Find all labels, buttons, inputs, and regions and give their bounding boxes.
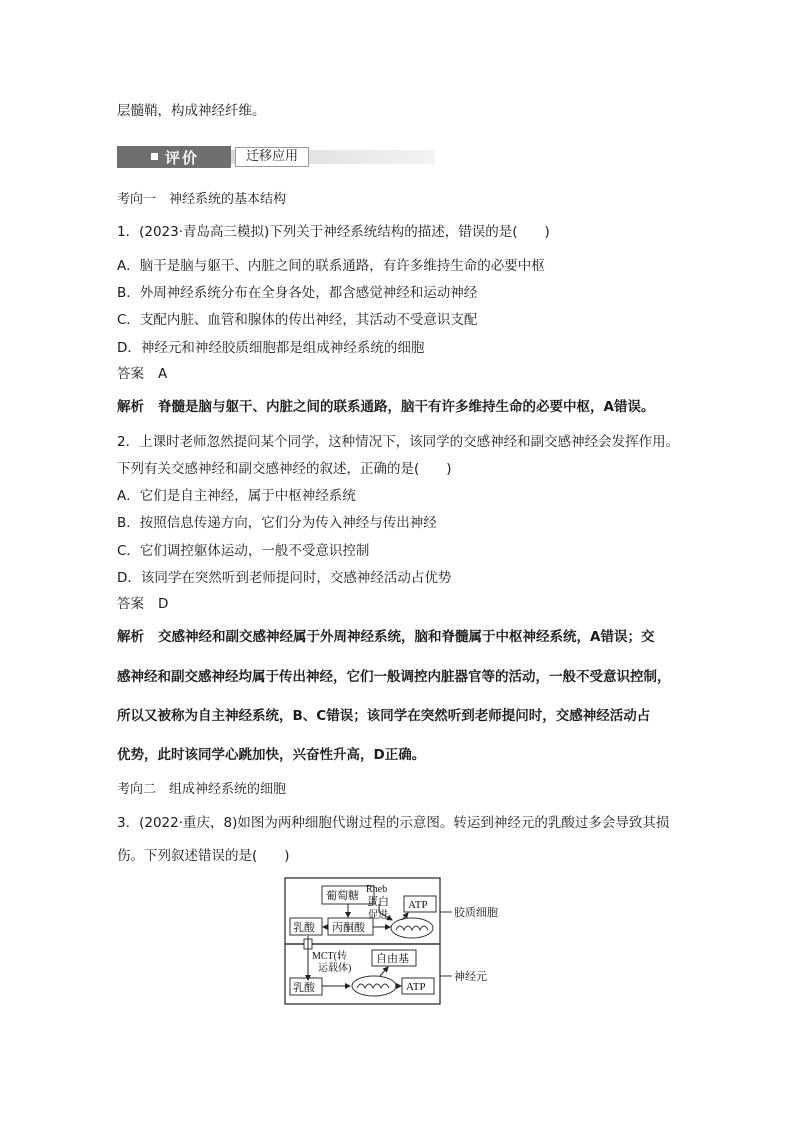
- question-1-option-d: D．神经元和神经胶质细胞都是组成神经系统的细胞: [117, 340, 425, 356]
- analysis-label: 解析: [117, 399, 144, 415]
- square-bullet-icon: [151, 153, 158, 160]
- question-1-option-a: A．脑干是脑与躯干、内脏之间的联系通路，有许多维持生命的必要中枢: [117, 258, 545, 274]
- question-2-stem-line-2: 下列有关交感神经和副交感神经的叙述，正确的是( ): [117, 461, 452, 477]
- section-title: 评价: [165, 149, 200, 167]
- glia-label: 胶质细胞: [454, 907, 498, 919]
- top-line: 层髓鞘，构成神经纤维。: [117, 103, 266, 119]
- question-2-option-c: C．它们调控躯体运动，一般不受意识控制: [117, 543, 370, 559]
- rheb-text-1: Rheb: [366, 884, 388, 895]
- question-1-answer: [117, 364, 167, 384]
- atp-bottom-text: ATP: [406, 981, 426, 993]
- answer-label: 答案: [117, 596, 144, 612]
- question-2-analysis-line-1: [117, 627, 654, 647]
- atp-top-text: ATP: [408, 899, 428, 911]
- promote-text: 促进: [368, 910, 388, 921]
- analysis-label: 解析: [117, 629, 144, 645]
- question-1-option-c: C．支配内脏、血管和腺体的传出神经，其活动不受意识支配: [117, 312, 478, 328]
- rheb-text-2: 蛋白: [367, 896, 389, 908]
- analysis-text: 脊髓是脑与躯干、内脏之间的联系通路，脑干有许多维持生命的必要中枢，A错误。: [158, 399, 655, 415]
- question-1-option-b: B．外周神经系统分布在全身各处，都含感觉神经和运动神经: [117, 285, 478, 301]
- section-banner: [117, 146, 435, 168]
- mct-text-1: MCT(转: [312, 951, 347, 962]
- question-3-stem-line-2: 伤。下列叙述错误的是( ): [117, 848, 290, 864]
- glucose-text: 葡萄糖: [326, 890, 359, 902]
- question-3-stem-line-1: 3．(2022·重庆，8)如图为两种细胞代谢过程的示意图。转运到神经元的乳酸过多会导致其损: [117, 815, 670, 831]
- question-2-option-d: D．该同学在突然听到老师提问时，交感神经活动占优势: [117, 570, 452, 586]
- question-1-stem: 1．(2023·青岛高三模拟)下列关于神经系统结构的描述，错误的是( ): [117, 224, 550, 240]
- pyruvate-text: 丙酮酸: [332, 922, 365, 934]
- arrow-mito-free-radical: [380, 967, 388, 976]
- neuron-label: 神经元: [454, 971, 487, 983]
- lactate-top-text: 乳酸: [293, 922, 315, 934]
- question-1-analysis: [117, 397, 654, 417]
- lactate-bottom-text: 乳酸: [293, 982, 315, 994]
- question-2-analysis-line-3: 所以又被称为自主神经系统，B、C错误；该同学在突然听到老师提问时，交感神经活动占: [117, 708, 651, 724]
- answer-label: 答案: [117, 366, 144, 382]
- question-2-stem-line-1: 2．上课时老师忽然提问某个同学，这种情况下，该同学的交感神经和副交感神经会发挥作用。: [117, 434, 680, 450]
- mct-text-2: 运载体): [318, 963, 352, 974]
- analysis-text: 交感神经和副交感神经属于外周神经系统，脑和脊髓属于中枢神经系统，A错误；交: [158, 629, 655, 645]
- cell-metabolism-diagram: [282, 876, 512, 1008]
- cristae-bottom: [357, 984, 389, 988]
- section-tab: 迁移应用: [235, 147, 309, 167]
- question-2-analysis-line-2: 感神经和副交感神经均属于传出神经，它们一般调控内脏器官等的活动，一般不受意识控制，: [117, 669, 671, 685]
- cristae-top: [396, 926, 428, 930]
- question-2-analysis-line-4: 优势，此时该同学心跳加快，兴奋性升高，D正确。: [117, 747, 426, 763]
- topic-1-heading: 考向一 神经系统的基本结构: [117, 192, 287, 207]
- glia-cell-box: [285, 878, 440, 944]
- question-2-option-b: B．按照信息传递方向，它们分为传入神经与传出神经: [117, 515, 437, 531]
- answer-value: D: [158, 596, 169, 612]
- topic-2-heading: 考向二 组成神经系统的细胞: [117, 782, 287, 797]
- answer-value: A: [158, 366, 168, 382]
- question-2-answer: [117, 594, 168, 614]
- question-2-option-a: A．它们是自主神经，属于中枢神经系统: [117, 488, 356, 504]
- free-radical-text: 自由基: [376, 953, 409, 965]
